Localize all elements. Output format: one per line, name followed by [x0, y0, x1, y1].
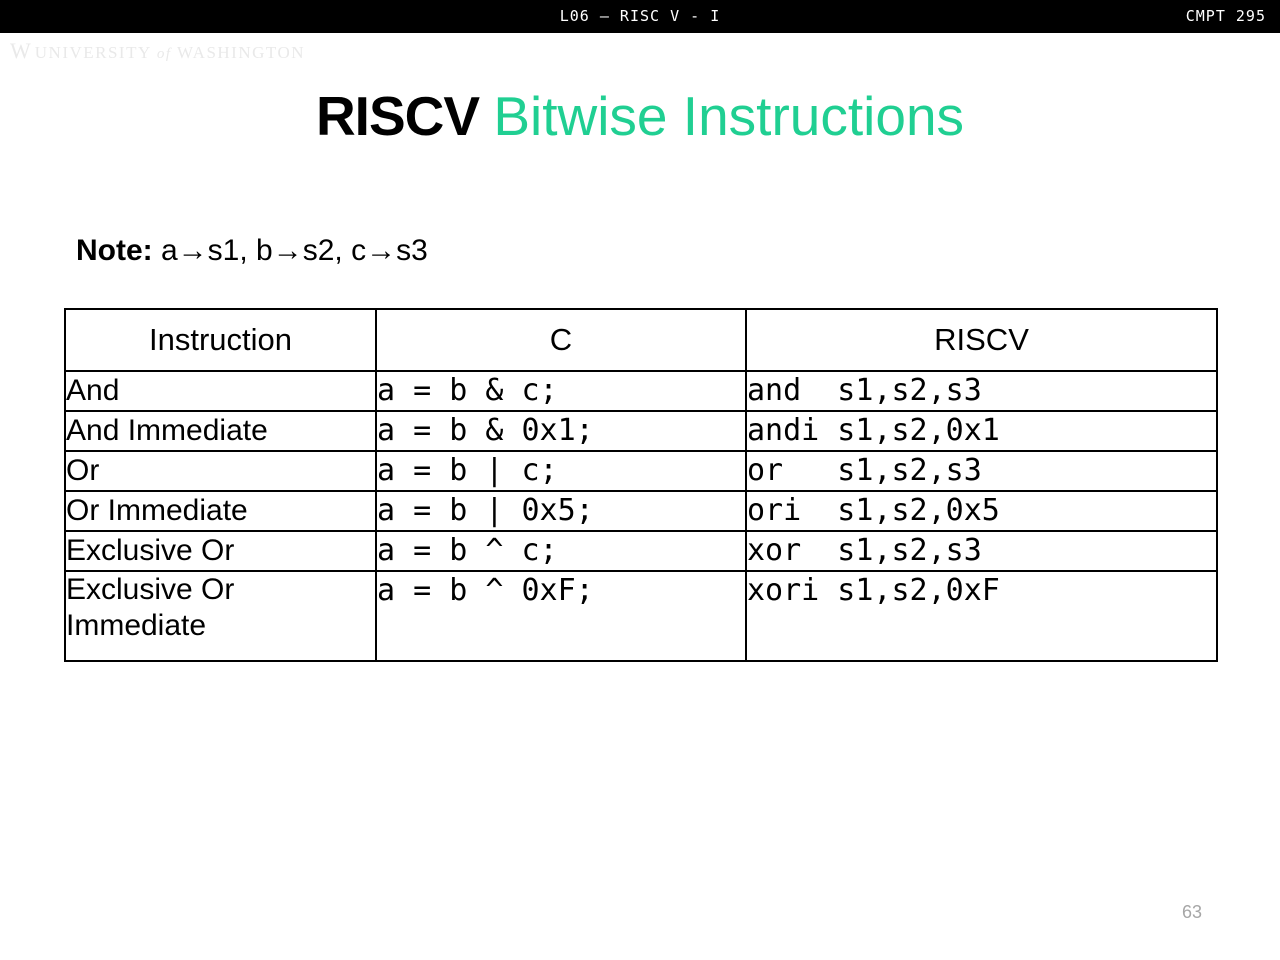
note-body: a→s1, b→s2, c→s3 — [152, 234, 428, 267]
cell-instruction: And — [65, 371, 376, 411]
table-row — [65, 531, 1217, 571]
table-row — [65, 571, 1217, 661]
university-logo — [10, 38, 310, 66]
cell-instruction: Or Immediate — [65, 491, 376, 531]
table-row — [65, 371, 1217, 411]
note-label: Note: — [76, 234, 153, 267]
cell-instruction: Exclusive Or — [65, 531, 376, 571]
instruction-table — [64, 308, 1218, 662]
course-code: CMPT 295 — [1185, 7, 1266, 25]
cell-c: a = b ^ 0xF; — [376, 571, 746, 661]
table-row — [65, 411, 1217, 451]
table-row — [65, 491, 1217, 531]
note-line — [76, 234, 428, 268]
logo-washington-text: WASHINGTON — [177, 43, 306, 62]
column-header-instruction: Instruction — [65, 309, 376, 371]
cell-c: a = b & 0x1; — [376, 411, 746, 451]
cell-riscv: xor s1,s2,s3 — [746, 531, 1217, 571]
logo-university-text: UNIVERSITY — [34, 43, 152, 62]
page-number: 63 — [1181, 902, 1202, 922]
cell-instruction: And Immediate — [65, 411, 376, 451]
page-title — [0, 84, 1280, 148]
cell-riscv: ori s1,s2,0x5 — [746, 491, 1217, 531]
cell-instruction: Exclusive Or Immediate — [65, 571, 376, 661]
instruction-table-wrapper — [64, 308, 1216, 662]
lecture-title: L06 – RISC V - I — [559, 7, 721, 25]
page-title-accent: Bitwise Instructions — [493, 85, 965, 147]
column-header-riscv: RISCV — [746, 309, 1217, 371]
slide-header-bar — [0, 0, 1280, 33]
cell-riscv: andi s1,s2,0x1 — [746, 411, 1217, 451]
cell-c: a = b & c; — [376, 371, 746, 411]
logo-of-text: of — [156, 46, 172, 62]
cell-riscv: xori s1,s2,0xF — [746, 571, 1217, 661]
table-row — [65, 451, 1217, 491]
cell-c: a = b ^ c; — [376, 531, 746, 571]
table-header-row — [65, 309, 1217, 371]
cell-instruction: Or — [65, 451, 376, 491]
cell-c: a = b | c; — [376, 451, 746, 491]
cell-riscv: and s1,s2,s3 — [746, 371, 1217, 411]
cell-c: a = b | 0x5; — [376, 491, 746, 531]
column-header-c: C — [376, 309, 746, 371]
page-title-bold: RISCV — [315, 85, 494, 147]
logo-w-mark: W — [10, 38, 29, 63]
cell-riscv: or s1,s2,s3 — [746, 451, 1217, 491]
